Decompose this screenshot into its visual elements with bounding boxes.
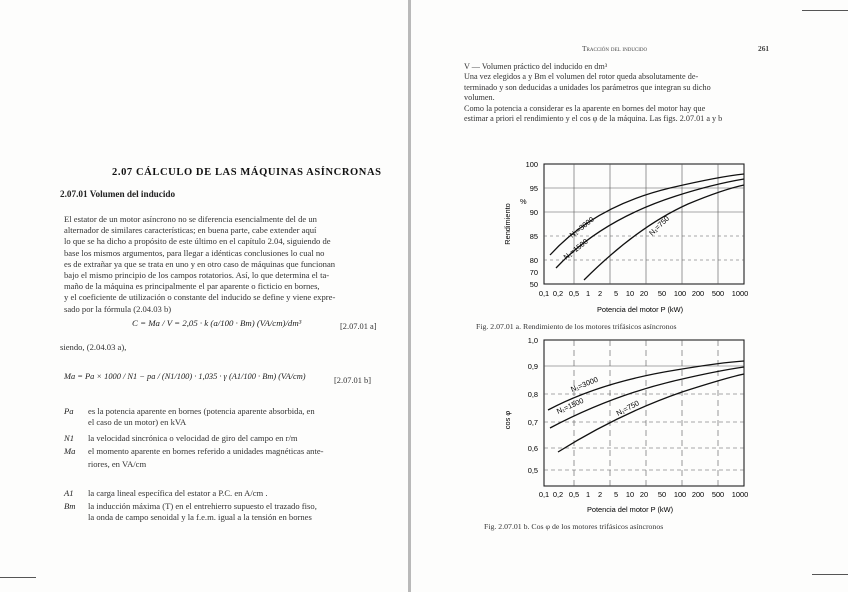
curve-label: N₁=3000 [569, 374, 600, 394]
y-tick-label: 70 [529, 268, 538, 277]
paragraph-line: alternador de similares características; en buena parte, cabe extender aquí [64, 225, 317, 236]
x-tick-label: 2 [597, 289, 603, 298]
definition-symbol: Bm [64, 501, 76, 511]
equation-1: C = Ma / V = 2,05 · k (a/100 · Bm) (VA/cm)/dm³ [132, 318, 302, 328]
x-tick-label: 10 [625, 490, 635, 499]
x-tick-label: 1 [585, 490, 591, 499]
paragraph-line: sado por la fórmula (2.04.03 b) [64, 303, 172, 314]
scan-edge-mark [802, 10, 848, 11]
y-tick-label: 0,6 [527, 444, 538, 453]
y-tick-label: 95 [529, 184, 538, 193]
y-tick-label: 50 [529, 280, 538, 289]
x-tick-label: 100 [673, 289, 687, 298]
x-tick-label: 5 [613, 490, 619, 499]
y-tick-label: 0,8 [527, 390, 538, 399]
section-heading: 2.07 CÁLCULO DE LAS MÁQUINAS ASÍNCRONAS [112, 167, 382, 178]
paragraph-line: es de extrañar ya que se trata en uno y en otro caso de máquinas que funcionan [64, 258, 336, 269]
book-gutter [408, 0, 411, 592]
curve-750 [584, 185, 744, 280]
x-tick-label: 20 [639, 289, 649, 298]
definition-continuation: la onda de campo senoidal y la f.e.m. igual a la tensión en bornes [88, 512, 312, 522]
intro-line: Como la potencia a considerar es la aparente en bornes del motor hay que [464, 103, 706, 113]
x-tick-label: 0,2 [552, 289, 564, 298]
figure-power-factor-caption: Fig. 2.07.01 b. Cos φ de los motores trifásicos asíncronos [484, 522, 664, 531]
equation-2: Ma = Pa × 1000 / N1 − pa / (N1/100) · 1,035 · γ (A1/100 · Bm) (VA/cm) [64, 372, 306, 381]
definition-text: la velocidad sincrónica o velocidad de giro del campo en r/m [88, 433, 298, 443]
curve-label: N₁=3000 [567, 214, 596, 240]
paragraph-line: bajo el mismo principio de los campos rotatorios. Así, lo que determina el ta- [64, 270, 330, 281]
x-tick-label: 2 [597, 490, 603, 499]
definition-text: la carga lineal específica del estator a P.C. en A/cm . [88, 488, 268, 498]
figure-power-factor [480, 336, 780, 518]
y-tick-label: 0,9 [527, 362, 538, 371]
definition-symbol: Ma [64, 446, 76, 456]
x-tick-label: 1000 [731, 289, 749, 298]
paragraph-line: El estator de un motor asíncrono no se diferencia esencialmente del de un [64, 214, 317, 224]
siendo-text: siendo, (2.04.03 a), [60, 342, 127, 352]
x-tick-label: 50 [657, 289, 667, 298]
intro-line: estimar a priori el rendimiento y el cos φ de la máquina. Las figs. 2.07.01 a y b [464, 114, 723, 124]
intro-text [464, 62, 722, 124]
x-tick-label: 0,1 [538, 289, 550, 298]
x-tick-label: 10 [625, 289, 635, 298]
y-tick-label: 0,5 [527, 466, 538, 475]
x-tick-label: 20 [639, 490, 649, 499]
scan-edge-mark [812, 574, 848, 575]
x-tick-label: 200 [691, 289, 705, 298]
x-tick-label: 5 [613, 289, 619, 298]
definition-continuation: el caso de un motor) en kVA [88, 417, 187, 427]
curve-label: N₁=750 [614, 398, 641, 418]
figure-efficiency [480, 160, 780, 320]
y-tick-label: 85 [529, 232, 538, 241]
x-tick-label: 50 [657, 490, 667, 499]
subsection-heading: 2.07.01 Volumen del inducido [60, 189, 176, 199]
definition-symbol: N1 [64, 433, 75, 443]
running-head: Tracción del inducido [582, 44, 648, 53]
scan-edge-mark [0, 577, 36, 578]
left-page [0, 0, 408, 592]
x-tick-label: 200 [691, 490, 705, 499]
y-tick-label: 80 [529, 256, 538, 265]
paragraph-line: base los mismos argumentos, para llegar a idénticas conclusiones lo cual no [64, 247, 325, 258]
intro-line: terminado y son deducidas a unidades los parámetros que integran su dicho [464, 82, 711, 92]
definition-symbol: Pa [64, 406, 74, 416]
y-axis-label: Rendimiento [503, 203, 512, 245]
right-page [412, 0, 848, 592]
x-tick-label: 0,5 [568, 289, 580, 298]
intro-line: V — Volumen práctico del inducido en dm³ [464, 62, 608, 71]
x-tick-label: 100 [673, 490, 687, 499]
definition-text: la inducción máxima (T) en el entrehierro supuesto el trazado fiso, [88, 501, 317, 511]
x-tick-label: 0,1 [538, 490, 550, 499]
definition-text: es la potencia aparente en bornes (potencia aparente absorbida, en [88, 406, 315, 416]
x-tick-label: 1 [585, 289, 591, 298]
y-tick-label: 0,7 [527, 418, 538, 427]
paragraph-line: maño de la máquina es principalmente el par aparente o ficticio en bornes, [64, 281, 320, 292]
definition-text: el momento aparente en bornes referido a unidades magnéticas ante- [88, 446, 324, 456]
definition-symbol: A1 [64, 488, 74, 498]
x-tick-label: 500 [711, 289, 725, 298]
x-tick-label: 0,5 [568, 490, 580, 499]
x-tick-label: 0,2 [552, 490, 564, 499]
curve-label: N₁=1500 [555, 395, 585, 416]
y-axis-label: cos φ [503, 410, 512, 430]
equation-2-number: [2.07.01 b] [334, 376, 371, 385]
figure-efficiency-caption: Fig. 2.07.01 a. Rendimiento de los motores trifásicos asíncronos [476, 322, 677, 331]
y-tick-label: 90 [529, 208, 538, 217]
intro-line: Una vez elegidos a y Bm el volumen del rotor queda absolutamente de- [464, 72, 699, 82]
intro-line: volumen. [464, 93, 495, 103]
x-axis-label: Potencia del motor P (kW) [586, 505, 674, 514]
equation-1-number: [2.07.01 a] [340, 322, 377, 331]
x-axis-label: Potencia del motor P (kW) [596, 305, 684, 314]
x-tick-label: 1000 [731, 490, 749, 499]
page-number: 261 [758, 44, 770, 53]
body-paragraph [64, 214, 335, 315]
paragraph-line: lo que se ha dicho a propósito de este último en el capítulo 2.04, siguiendo de [64, 236, 331, 247]
x-tick-label: 500 [711, 490, 725, 499]
y-tick-label: 1,0 [527, 336, 538, 345]
curve-label: N₁=1500 [561, 236, 590, 262]
curve-label: N₁=750 [647, 213, 672, 238]
y-axis-unit: % [520, 197, 527, 206]
y-tick-label: 100 [525, 160, 538, 169]
paragraph-line: y el coeficiente de utilización o constante del inducido se define y viene expre- [64, 292, 336, 303]
definition-continuation: riores, en VA/cm [88, 459, 147, 469]
